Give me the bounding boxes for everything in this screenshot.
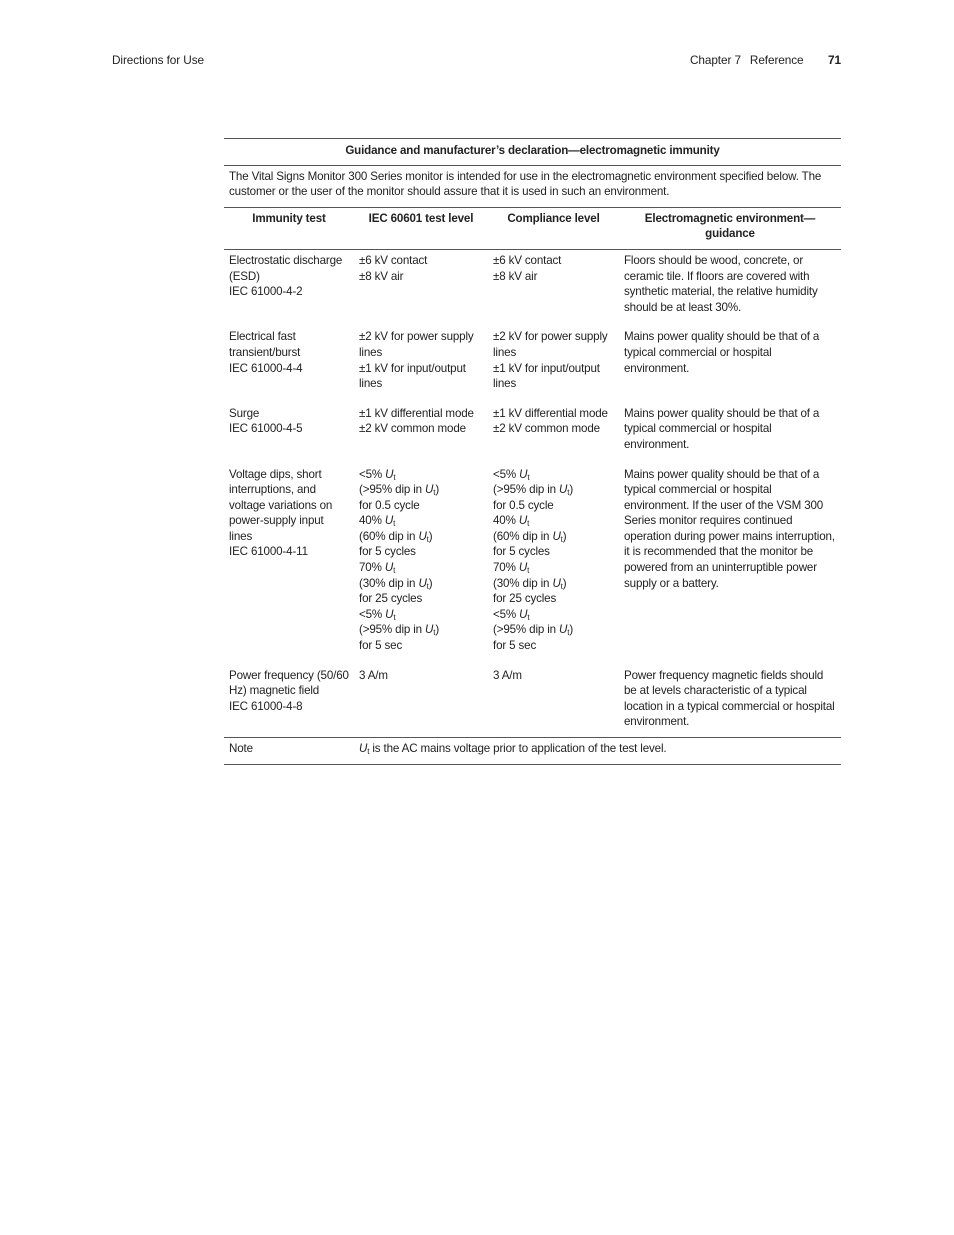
cell-immunity-test xyxy=(224,464,354,665)
note-text xyxy=(354,738,841,765)
cell-line: Surge xyxy=(229,406,260,420)
table-row xyxy=(224,249,841,326)
column-header-row xyxy=(224,207,841,249)
chapter-label: Chapter 7 xyxy=(690,53,741,67)
dip-text: (60% dip in xyxy=(493,529,553,543)
cell-environment: Power frequency magnetic fields should be at levels characteristic of a typical location in a typical commercial or hospital environment. xyxy=(619,665,841,738)
ut-subscript: t xyxy=(393,519,396,529)
cell-immunity-test xyxy=(224,249,354,326)
table-row xyxy=(224,326,841,402)
ut-subscript: t xyxy=(527,566,530,576)
col-header-environment xyxy=(619,207,841,249)
cell-line: for 5 cycles xyxy=(359,545,416,559)
cell-line: interruptions, and xyxy=(229,483,316,497)
cell-line xyxy=(359,607,483,623)
pct-text: <5% xyxy=(493,467,520,481)
ut-symbol: U xyxy=(359,742,368,755)
cell-line: for 5 sec xyxy=(493,639,537,653)
paren-close: ) xyxy=(562,529,567,543)
cell-line xyxy=(359,622,483,638)
col-header-compliance-level: Compliance level xyxy=(488,207,619,249)
ut-symbol: U xyxy=(552,576,561,590)
table-intro-row xyxy=(224,165,841,207)
cell-compliance-level xyxy=(488,464,619,665)
cell-environment: Mains power quality should be that of a typical commercial or hospital environment. xyxy=(624,330,820,375)
cell-line: ±2 kV for power supply xyxy=(359,330,474,344)
col-header-test-level: IEC 60601 test level xyxy=(354,207,488,249)
cell-immunity-test xyxy=(224,665,354,738)
pct-text: 70% xyxy=(359,561,385,575)
cell-line xyxy=(493,529,614,545)
pct-text: 40% xyxy=(359,514,385,528)
cell-line: lines xyxy=(229,529,253,543)
ut-subscript: t xyxy=(433,488,436,498)
col-header-env-line: Electromagnetic environment— xyxy=(644,211,816,225)
cell-line: ±1 kV for input/output xyxy=(493,361,600,375)
dip-text: (>95% dip in xyxy=(359,483,426,497)
cell-line: 3 A/m xyxy=(359,668,388,682)
cell-line: for 0.5 cycle xyxy=(359,498,420,512)
paren-close: ) xyxy=(562,576,567,590)
cell-line: ±2 kV common mode xyxy=(493,422,600,436)
cell-line xyxy=(359,513,483,529)
cell-line: ±1 kV differential mode xyxy=(493,406,608,420)
ut-subscript: t xyxy=(367,747,370,756)
ut-subscript: t xyxy=(426,581,429,591)
cell-line: for 25 cycles xyxy=(359,592,423,606)
table-note-row xyxy=(224,738,841,765)
pct-text: <5% xyxy=(359,607,386,621)
ut-symbol: U xyxy=(385,607,394,621)
ut-symbol: U xyxy=(385,467,394,481)
ut-subscript: t xyxy=(567,628,570,638)
ut-symbol: U xyxy=(384,514,394,528)
cell-compliance-level xyxy=(488,403,619,464)
cell-line: ±1 kV differential mode xyxy=(359,406,474,420)
dip-text: (30% dip in xyxy=(493,576,553,590)
dip-text: (>95% dip in xyxy=(493,623,560,637)
cell-line: Electrostatic discharge xyxy=(229,253,343,267)
cell-line: Hz) magnetic field xyxy=(229,684,320,698)
cell-line: IEC 61000-4-11 xyxy=(229,545,308,559)
cell-environment: Mains power quality should be that of a typical commercial or hospital environment. xyxy=(624,406,820,451)
note-label: Note xyxy=(224,738,354,765)
ut-symbol: U xyxy=(519,607,528,621)
col-header-env-line: guidance xyxy=(705,227,755,241)
cell-test-level xyxy=(354,249,488,326)
cell-test-level xyxy=(354,326,488,402)
cell-line xyxy=(493,482,614,498)
cell-line: (ESD) xyxy=(229,269,260,283)
cell-line: 3 A/m xyxy=(493,668,522,682)
cell-environment: Mains power quality should be that of a typical commercial or hospital environment. If the user of the VSM 300 Series monitor requires continued operation during power mains interruption, it is recommended that the monitor be powered from an uninterruptible power supply or a battery. xyxy=(624,467,835,590)
cell-compliance-level xyxy=(488,326,619,402)
ut-subscript: t xyxy=(433,628,436,638)
cell-line: IEC 61000-4-2 xyxy=(229,285,303,299)
paren-close: ) xyxy=(435,483,440,497)
paren-close: ) xyxy=(569,623,574,637)
ut-symbol: U xyxy=(518,514,528,528)
cell-line xyxy=(359,467,483,483)
cell-line xyxy=(493,622,614,638)
cell-line: ±2 kV for power supply xyxy=(493,330,608,344)
ut-symbol: U xyxy=(418,529,427,543)
cell-compliance-level xyxy=(488,249,619,326)
table-row xyxy=(224,403,841,464)
ut-symbol: U xyxy=(559,483,568,497)
ut-symbol: U xyxy=(425,623,434,637)
cell-line xyxy=(493,560,614,576)
ut-subscript: t xyxy=(560,534,563,544)
ut-subscript: t xyxy=(393,472,396,482)
ut-symbol: U xyxy=(552,529,561,543)
table-row xyxy=(224,665,841,738)
pct-text: 70% xyxy=(493,561,519,575)
cell-line: for 0.5 cycle xyxy=(493,498,554,512)
dip-text: (>95% dip in xyxy=(359,623,426,637)
cell-line xyxy=(359,576,483,592)
paren-close: ) xyxy=(428,576,433,590)
table-title-row xyxy=(224,139,841,166)
cell-line: for 5 sec xyxy=(359,639,403,653)
cell-line: Voltage dips, short xyxy=(229,467,322,481)
paren-close: ) xyxy=(569,483,574,497)
cell-test-level xyxy=(354,403,488,464)
cell-line xyxy=(359,482,483,498)
col-header-immunity-test: Immunity test xyxy=(224,207,354,249)
table-row xyxy=(224,464,841,665)
cell-line: voltage variations on xyxy=(229,498,333,512)
cell-line xyxy=(493,607,614,623)
cell-line: ±8 kV air xyxy=(493,269,538,283)
cell-test-level xyxy=(354,464,488,665)
cell-line: ±1 kV for input/output xyxy=(359,361,466,375)
dip-text: (30% dip in xyxy=(359,576,419,590)
cell-line: ±2 kV common mode xyxy=(359,422,466,436)
ut-symbol: U xyxy=(559,623,568,637)
ut-subscript: t xyxy=(527,519,530,529)
ut-symbol: U xyxy=(425,483,434,497)
table-title: Guidance and manufacturer’s declaration—electromagnetic immunity xyxy=(224,139,841,166)
cell-immunity-test xyxy=(224,326,354,402)
cell-line: lines xyxy=(359,377,383,391)
ut-symbol: U xyxy=(418,576,427,590)
note-body: is the AC mains voltage prior to application of the test level. xyxy=(369,742,667,755)
cell-line: lines xyxy=(359,345,383,359)
cell-line: ±6 kV contact xyxy=(493,253,562,267)
cell-line: ±6 kV contact xyxy=(359,253,428,267)
ut-subscript: t xyxy=(527,612,530,622)
cell-test-level xyxy=(354,665,488,738)
paren-close: ) xyxy=(428,529,433,543)
cell-line xyxy=(359,529,483,545)
cell-line xyxy=(493,513,614,529)
ut-subscript: t xyxy=(567,488,570,498)
ut-subscript: t xyxy=(393,612,396,622)
running-header-chapter xyxy=(690,53,841,67)
paren-close: ) xyxy=(435,623,440,637)
cell-line: IEC 61000-4-5 xyxy=(229,422,303,436)
cell-immunity-test xyxy=(224,403,354,464)
pct-text: 40% xyxy=(493,514,519,528)
cell-line: lines xyxy=(493,345,517,359)
table-intro: The Vital Signs Monitor 300 Series monitor is intended for use in the electromagnetic environment specified below. The customer or the user of the monitor should assure that it is used in such an environment. xyxy=(224,165,841,207)
running-header-title: Directions for Use xyxy=(112,53,204,67)
cell-line xyxy=(359,560,483,576)
cell-line: for 5 cycles xyxy=(493,545,550,559)
cell-environment: Floors should be wood, concrete, or ceramic tile. If floors are covered with synthetic material, the relative humidity should be at least 30%. xyxy=(624,253,818,314)
pct-text: <5% xyxy=(493,607,520,621)
dip-text: (>95% dip in xyxy=(493,483,560,497)
section-label: Reference xyxy=(749,53,804,67)
cell-line: Electrical fast xyxy=(229,330,296,344)
cell-line: power-supply input xyxy=(229,514,324,528)
cell-line: transient/burst xyxy=(229,345,301,359)
ut-symbol: U xyxy=(518,561,528,575)
cell-compliance-level xyxy=(488,665,619,738)
page-number: 71 xyxy=(828,53,841,67)
ut-subscript: t xyxy=(560,581,563,591)
dip-text: (60% dip in xyxy=(359,529,419,543)
cell-line: IEC 61000-4-4 xyxy=(229,361,303,375)
cell-line: for 25 cycles xyxy=(493,592,557,606)
cell-line: ±8 kV air xyxy=(359,269,404,283)
pct-text: <5% xyxy=(359,467,386,481)
ut-subscript: t xyxy=(426,534,429,544)
cell-line: lines xyxy=(493,377,517,391)
cell-line: Power frequency (50/60 xyxy=(229,668,349,682)
cell-line: IEC 61000-4-8 xyxy=(229,699,303,713)
ut-subscript: t xyxy=(527,472,530,482)
ut-symbol: U xyxy=(519,467,528,481)
ut-symbol: U xyxy=(384,561,394,575)
cell-line xyxy=(493,467,614,483)
cell-line xyxy=(493,576,614,592)
ut-subscript: t xyxy=(393,566,396,576)
immunity-table xyxy=(224,138,841,765)
